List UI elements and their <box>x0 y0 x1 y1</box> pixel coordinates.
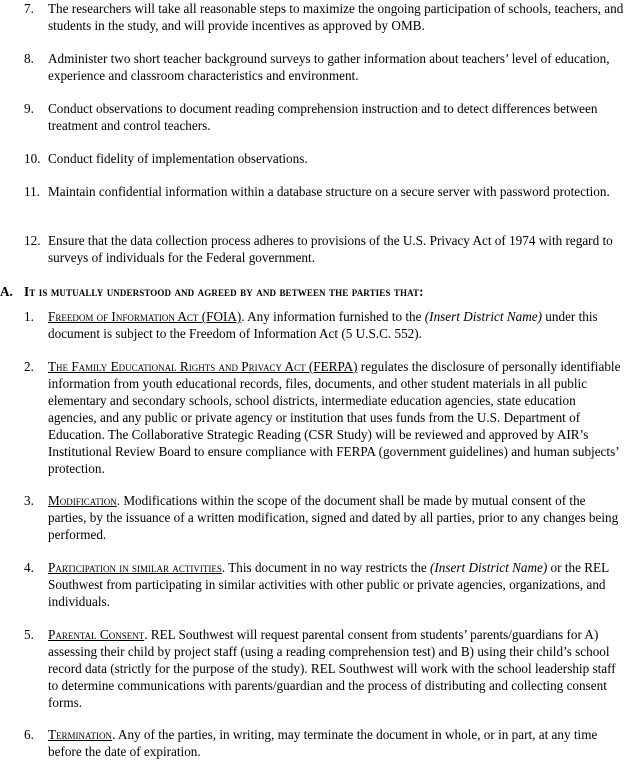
clause-text: Termination. Any of the parties, in writing, may terminate the document in whole, or in part, at any time before the date of expiration. <box>48 727 598 759</box>
clause-number: 5. <box>24 627 34 642</box>
section-heading-text: It is mutually understood and agreed by and between the parties that: <box>24 284 424 299</box>
list-number: 8. <box>24 51 34 66</box>
clause-text: Freedom of Information Act (FOIA). Any information furnished to the (Insert District Name) under this document is subject to the Freedom of Information Act (5 U.S.C. 552). <box>48 309 598 341</box>
clause-text: The Family Educational Rights and Privacy Act (FERPA) regulates the disclosure of personally identifiable information from youth educational records, files, documents, and other student materials in all public elementary and secondary schools, school districts, intermediate education agencies, state education agencies, and any public or private agency or institution that uses funds from the U.S. Department of Education. The Collaborative Strategic Reading (CSR Study) will be reviewed and approved by AIR’s Institutional Review Board to ensure compliance with FERPA (government guidelines) and human subjects’ protection. <box>48 359 621 476</box>
clause-title: Modification <box>48 493 117 508</box>
clause-title: Participation in similar activities <box>48 560 222 575</box>
list-number: 9. <box>24 101 34 116</box>
list-number: 11. <box>24 184 40 199</box>
list-text: Conduct observations to document reading comprehension instruction and to detect differences between treatment and control teachers. <box>48 101 598 133</box>
clause-text: Parental Consent. REL Southwest will request parental consent from students’ parents/guardians for A) assessing their child by project staff (using a reading comprehension test) and B) using their child’s school record data (strictly for the purpose of the study). REL Southwest will work with the school leadership staff to determine communications with parents/guardian and the process of distributing and collecting consent forms. <box>48 627 616 710</box>
list-text: The researchers will take all reasonable steps to maximize the ongoing participation of schools, teachers, and students in the study, and will provide incentives as approved by OMB. <box>48 1 624 33</box>
clause-number: 3. <box>24 493 34 508</box>
list-number: 12. <box>24 233 41 248</box>
clause-text: Modification. Modifications within the scope of the document shall be made by mutual consent of the parties, by the issuance of a written modification, signed and dated by all parties, prior to any changes being performed. <box>48 493 619 542</box>
list-number: 10. <box>24 151 41 166</box>
clause-title: The Family Educational Rights and Privacy Act (FERPA) <box>48 359 358 374</box>
list-text: Maintain confidential information within a database structure on a secure server with password protection. <box>48 184 610 199</box>
clause-title: Parental Consent <box>48 627 145 642</box>
clause-number: 2. <box>24 359 34 374</box>
clause-title: Termination <box>48 727 113 742</box>
clause-number: 1. <box>24 309 34 324</box>
list-text: Conduct fidelity of implementation observations. <box>48 151 308 166</box>
list-number: 7. <box>24 1 34 16</box>
clause-number: 4. <box>24 560 34 575</box>
list-text: Administer two short teacher background surveys to gather information about teachers’ level of education, experience and classroom characteristics and environment. <box>48 51 610 83</box>
clause-number: 6. <box>24 727 34 742</box>
list-text: Ensure that the data collection process adheres to provisions of the U.S. Privacy Act of 1974 with regard to surveys of individuals for the Federal government. <box>48 233 613 265</box>
clause-title: Freedom of Information Act (FOIA) <box>48 309 242 324</box>
section-letter: A. <box>0 284 13 299</box>
clause-text: Participation in similar activities. This document in no way restricts the (Insert District Name) or the REL Southwest from participating in similar activities with other public or private agencies, organizations, and individuals. <box>48 560 609 609</box>
